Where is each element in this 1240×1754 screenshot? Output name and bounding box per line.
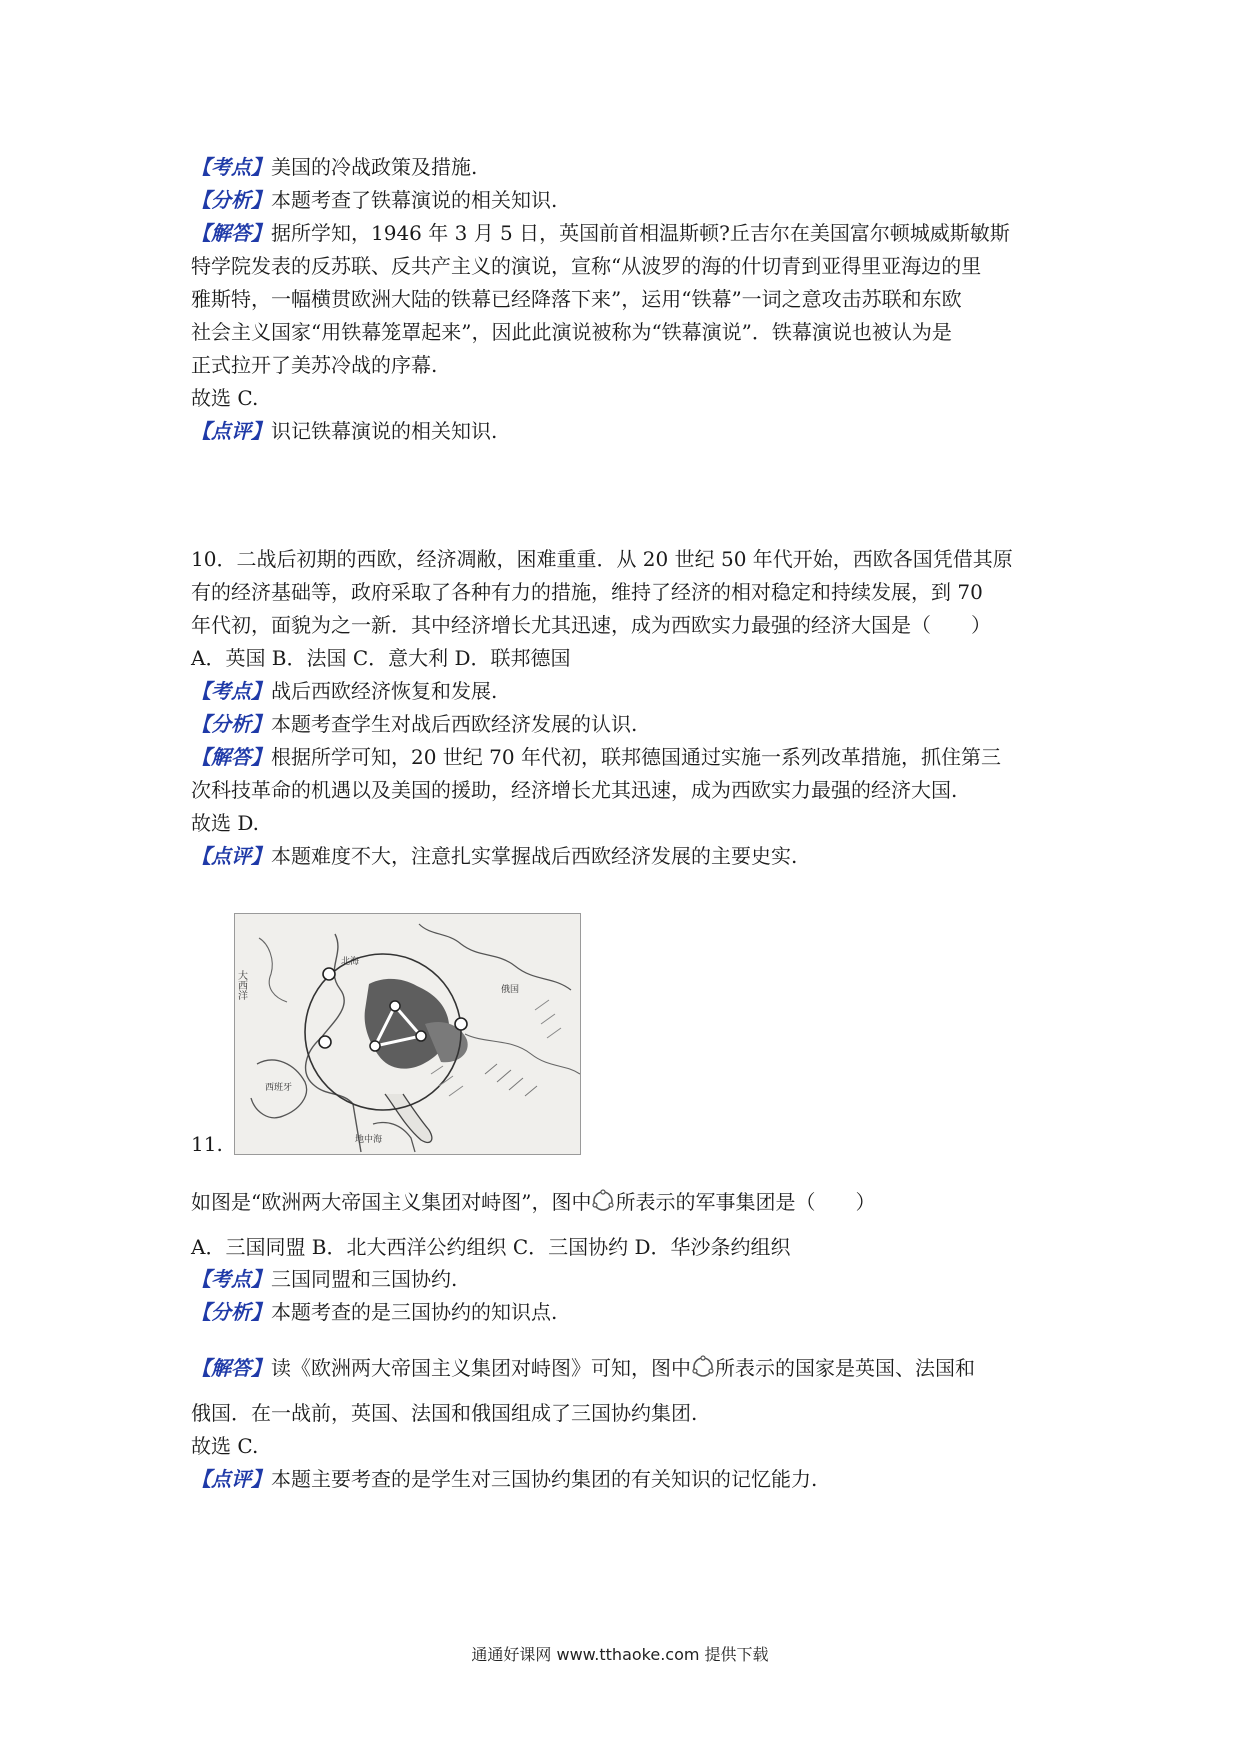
q11-jieda-line-2: 俄国．在一战前，英国、法国和俄国组成了三国协约集团. xyxy=(191,1401,698,1425)
q11-jieda-post: 所表示的国家是英国、法国和 xyxy=(715,1356,975,1380)
q11-kaodian-text: 三国同盟和三国协约. xyxy=(271,1267,458,1291)
q9-jieda-tag: 【解答】 xyxy=(191,221,271,245)
entente-ring-icon-2 xyxy=(691,1355,715,1379)
q9-dianping-tag: 【点评】 xyxy=(191,419,271,443)
q10-kaodian-tag: 【考点】 xyxy=(191,679,271,703)
q10-jieda-line-1 xyxy=(191,741,1071,774)
q10-fenxi-text: 本题考查学生对战后西欧经济发展的认识. xyxy=(271,712,638,736)
q11-fenxi xyxy=(191,1296,1071,1329)
q9-fenxi-tag: 【分析】 xyxy=(191,188,271,212)
q10-dianping xyxy=(191,840,1071,873)
q11-options: A．三国同盟 B．北大西洋公约组织 C．三国协约 D．华沙条约组织 xyxy=(191,1235,791,1259)
q9-jieda-line-4: 社会主义国家“用铁幕笼罩起来”，因此此演说被称为“铁幕演说”．铁幕演说也被认为是 xyxy=(191,320,952,344)
q9-kaodian xyxy=(191,151,1071,184)
q11-kaodian-tag: 【考点】 xyxy=(191,1267,271,1291)
q11-jieda-pre: 读《欧洲两大帝国主义集团对峙图》可知，图中 xyxy=(271,1356,691,1380)
q10-dianping-tag: 【点评】 xyxy=(191,844,271,868)
q11-dianping-tag: 【点评】 xyxy=(191,1467,271,1491)
map-drawing xyxy=(235,914,580,1154)
q10-jieda-line-2: 次科技革命的机遇以及美国的援助，经济增长尤其迅速，成为西欧实力最强的经济大国. xyxy=(191,778,958,802)
q10-jieda-text-1: 根据所学可知，20 世纪 70 年代初，联邦德国通过实施一系列改革措施，抓住第三 xyxy=(271,745,1001,769)
q10-stem-line-2: 有的经济基础等，政府采取了各种有力的措施，维持了经济的相对稳定和持续发展，到 70 xyxy=(191,580,983,604)
q11-dianping-text: 本题主要考查的是学生对三国协约集团的有关知识的记忆能力. xyxy=(271,1467,818,1491)
q11-stem-post: 所表示的军事集团是（ ） xyxy=(615,1190,876,1214)
q11-fenxi-tag: 【分析】 xyxy=(191,1300,271,1324)
q10-kaodian xyxy=(191,675,1071,708)
q10-fenxi-tag: 【分析】 xyxy=(191,712,271,736)
q11-answer: 故选 C. xyxy=(191,1434,259,1458)
q10-fenxi xyxy=(191,708,1071,741)
q9-fenxi-text: 本题考查了铁幕演说的相关知识. xyxy=(271,188,558,212)
map-label-mediterranean: 地中海 xyxy=(355,1135,383,1145)
q9-answer: 故选 C. xyxy=(191,386,259,410)
q10-kaodian-text: 战后西欧经济恢复和发展. xyxy=(271,679,498,703)
q10-stem-line-1: 10．二战后初期的西欧，经济凋敝，困难重重．从 20 世纪 50 年代开始，西欧各国凭借其原 xyxy=(191,547,1013,571)
q10-answer: 故选 D. xyxy=(191,811,260,835)
map-label-north-sea: 北海 xyxy=(341,957,360,967)
entente-ring-icon xyxy=(591,1189,615,1213)
q10-stem-line-3: 年代初，面貌为之一新．其中经济增长尤其迅速，成为西欧实力最强的经济大国是（ ） xyxy=(191,613,991,637)
q9-kaodian-tag: 【考点】 xyxy=(191,155,271,179)
page-footer: 通通好课网 www.tthaoke.com 提供下载 xyxy=(471,1645,769,1664)
q9-dianping xyxy=(191,415,1071,448)
map-label-spain: 西班牙 xyxy=(265,1083,293,1093)
q9-jieda-line-1 xyxy=(191,217,1071,250)
q11-kaodian xyxy=(191,1263,1071,1296)
q11-stem xyxy=(191,1186,1071,1219)
q11-number: 11. xyxy=(191,1132,223,1156)
q9-kaodian-text: 美国的冷战政策及措施. xyxy=(271,155,478,179)
q11-jieda-line-1 xyxy=(191,1352,1071,1385)
q9-fenxi xyxy=(191,184,1071,217)
q9-jieda-line-3: 雅斯特，一幅横贯欧洲大陆的铁幕已经降落下来”，运用“铁幕”一词之意攻击苏联和东欧 xyxy=(191,287,962,311)
q9-dianping-text: 识记铁幕演说的相关知识. xyxy=(271,419,498,443)
q10-jieda-tag: 【解答】 xyxy=(191,745,271,769)
q9-jieda-line-2: 特学院发表的反苏联、反共产主义的演说，宣称“从波罗的海的什切青到亚得里亚海边的里 xyxy=(191,254,982,278)
europe-alliance-map xyxy=(234,913,581,1155)
map-label-russia: 俄国 xyxy=(501,985,520,995)
q11-stem-pre: 如图是“欧洲两大帝国主义集团对峙图”，图中 xyxy=(191,1190,592,1214)
q10-options: A．英国 B．法国 C．意大利 D．联邦德国 xyxy=(191,646,571,670)
q11-fenxi-text: 本题考查的是三国协约的知识点. xyxy=(271,1300,558,1324)
q10-dianping-text: 本题难度不大，注意扎实掌握战后西欧经济发展的主要史实. xyxy=(271,844,798,868)
map-label-atlantic: 大西洋 xyxy=(235,970,247,1000)
q11-jieda-tag: 【解答】 xyxy=(191,1356,271,1380)
q9-jieda-line-5: 正式拉开了美苏冷战的序幕. xyxy=(191,353,438,377)
q11-dianping xyxy=(191,1463,1071,1496)
q9-jieda-text-1: 据所学知，1946 年 3 月 5 日，英国前首相温斯顿?丘吉尔在美国富尔顿城威斯敏斯 xyxy=(271,221,1010,245)
